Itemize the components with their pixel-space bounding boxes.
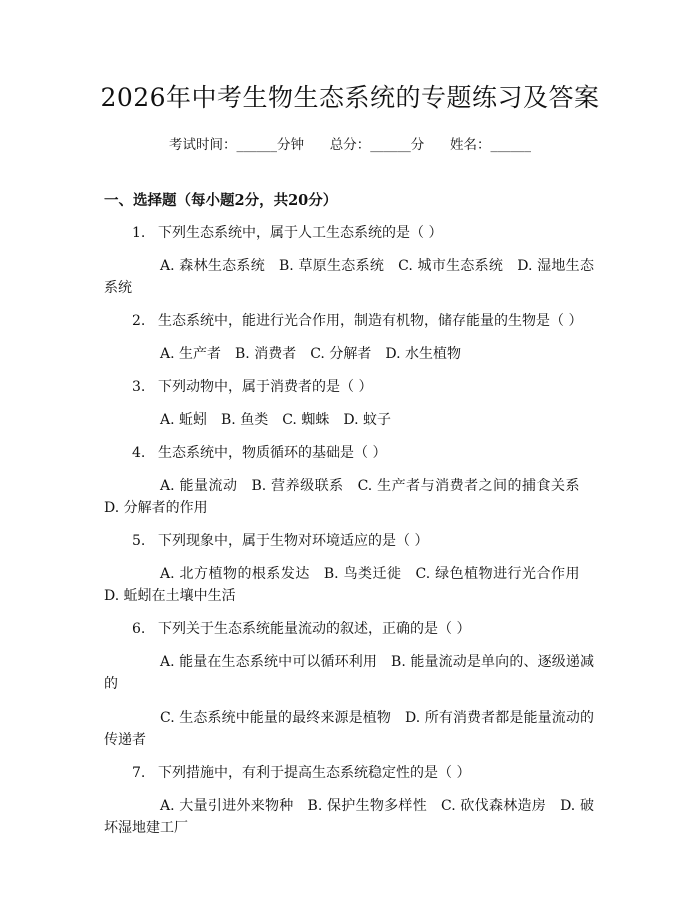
option-text: D. 所有消费者都是能量流动的传递者 <box>104 710 594 748</box>
question-item <box>104 619 594 751</box>
option-text: A. 能量在生态系统中可以循环利用 <box>160 654 378 670</box>
question-text: 下列生态系统中，属于人工生态系统的是（ ） <box>158 225 443 241</box>
option-text: C. 蜘蛛 <box>282 412 330 428</box>
question-item <box>104 377 594 431</box>
option-text: A. 生产者 <box>160 346 222 362</box>
question-list <box>104 223 594 851</box>
option-text: B. 鱼类 <box>221 412 269 428</box>
question-item <box>104 763 594 839</box>
question-number: 3. <box>132 379 146 395</box>
option-text: A. 蚯蚓 <box>160 412 208 428</box>
option-line <box>104 255 594 299</box>
question-number: 4. <box>132 445 146 461</box>
option-line <box>104 563 594 607</box>
option-text: C. 生态系统中能量的最终来源是植物 <box>160 710 391 726</box>
question-text: 生态系统中，能进行光合作用，制造有机物，储存能量的生物是（ ） <box>158 313 583 329</box>
question-text: 生态系统中，物质循环的基础是（ ） <box>158 445 387 461</box>
question-stem <box>104 377 594 397</box>
option-text: B. 鸟类迁徙 <box>323 566 402 582</box>
option-text: D. 水生植物 <box>385 346 461 362</box>
question-number: 7. <box>132 765 146 781</box>
question-number: 2. <box>132 313 146 329</box>
option-line <box>104 475 594 519</box>
question-text: 下列现象中，属于生物对环境适应的是（ ） <box>158 533 429 549</box>
option-text: B. 消费者 <box>235 346 297 362</box>
question-text: 下列动物中，属于消费者的是（ ） <box>158 379 373 395</box>
question-item <box>104 223 594 299</box>
option-line <box>104 651 594 695</box>
question-stem <box>104 763 594 783</box>
question-item <box>104 531 594 607</box>
question-text: 下列措施中，有利于提高生态系统稳定性的是（ ） <box>158 765 471 781</box>
option-text: A. 北方植物的根系发达 <box>160 566 310 582</box>
question-stem <box>104 531 594 551</box>
option-line <box>104 795 594 839</box>
option-text: D. 蚊子 <box>343 412 391 428</box>
section-heading: 一、选择题（每小题2分，共20分） <box>104 192 338 209</box>
option-text: C. 分解者 <box>310 346 372 362</box>
question-stem <box>104 443 594 463</box>
question-stem <box>104 619 594 639</box>
option-text: B. 保护生物多样性 <box>307 798 427 814</box>
option-text: D. 湿地生态系统 <box>104 258 594 296</box>
option-line <box>104 343 594 365</box>
question-item <box>104 311 594 365</box>
question-stem <box>104 223 594 243</box>
option-text: D. 分解者的作用 <box>104 500 208 516</box>
option-text: A. 大量引进外来物种 <box>160 798 294 814</box>
option-text: B. 营养级联系 <box>251 478 344 494</box>
option-text: D. 破坏湿地建工厂 <box>104 798 594 836</box>
option-text: B. 草原生态系统 <box>278 258 385 274</box>
option-text: C. 绿色植物进行光合作用 <box>415 566 580 582</box>
question-number: 1. <box>132 225 146 241</box>
option-text: C. 砍伐森林造房 <box>440 798 547 814</box>
exam-meta-line: 考试时间：______分钟 总分：______分 姓名：______ <box>169 137 531 153</box>
question-item <box>104 443 594 519</box>
option-line <box>104 409 594 431</box>
option-text: C. 城市生态系统 <box>398 258 504 274</box>
option-text: A. 森林生态系统 <box>160 258 265 274</box>
option-text: B. 能量流动是单向的、逐级递减的 <box>104 654 594 692</box>
option-text: D. 蚯蚓在土壤中生活 <box>104 588 236 604</box>
document-title: 2026年中考生物生态系统的专题练习及答案 <box>100 83 600 112</box>
question-number: 5. <box>132 533 146 549</box>
option-text: C. 生产者与消费者之间的捕食关系 <box>357 478 580 494</box>
question-stem <box>104 311 594 331</box>
option-text: A. 能量流动 <box>160 478 238 494</box>
question-number: 6. <box>132 621 146 637</box>
question-text: 下列关于生态系统能量流动的叙述，正确的是（ ） <box>158 621 471 637</box>
option-line <box>104 707 594 751</box>
